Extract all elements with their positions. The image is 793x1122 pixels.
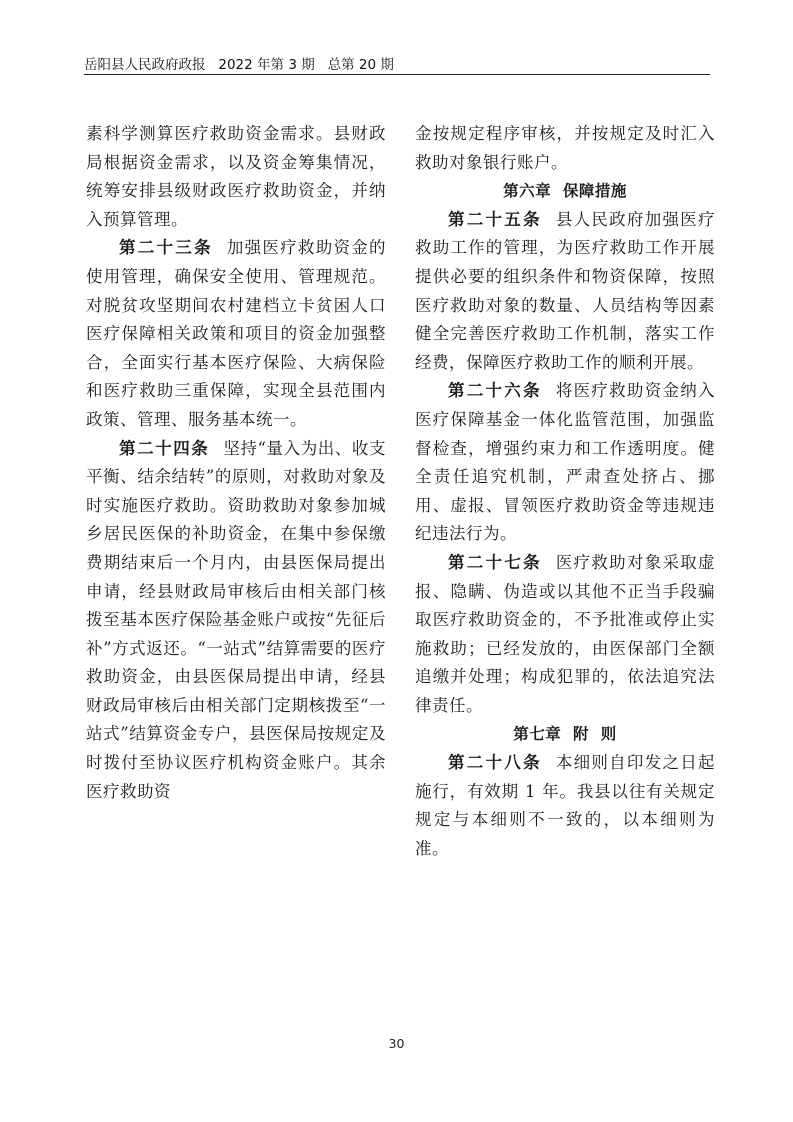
page-number: 30 [388,1036,405,1051]
article-label: 第二十五条 [448,209,542,229]
article-27 [415,549,715,721]
left-column [86,120,386,806]
continued-paragraph [86,120,386,234]
article-text: 坚持“量入为出、收支平衡、结余结转”的原则，对救助对象及时实施医疗救助。资助救助对象参加城乡居民医保的补助资金，在集中参保缴费期结束后一个月内，由县医保局提出申请，经县财政局审核后由相关部门核拨至基本医疗保险基金账户或按“先征后补”方式返还。“一站式”结算需要的医疗救助资金，由县医保局提出申请，经县财政局审核后由相关部门定期核拨至“一站式”结算资金专户，县医保局按规定及时拨付至协议医疗机构资金账户。其余医疗救助资 [86,438,387,801]
article-text: 加强医疗救助资金的使用管理，确保安全使用、管理规范。对脱贫攻坚期间农村建档立卡贫困人口医疗保障相关政策和项目的资金加强整合，全面实行基本医疗保险、大病保险和医疗救助三重保障，实现全县范围内政策、管理、服务基本统一。 [86,238,387,429]
article-24 [86,435,386,807]
article-text: 将医疗救助资金纳入医疗保障基金一体化监管范围，加强监督检查，增强约束力和工作透明度。健全责任追究机制，严肃查处挤占、挪用、虚报、冒领医疗救助资金等违规违纪违法行为。 [415,381,716,544]
article-text: 县人民政府加强医疗救助工作的管理，为医疗救助工作开展提供必要的组织条件和物资保障，按照医疗救助对象的数量、人员结构等因素健全完善医疗救助工作机制，落实工作经费，保障医疗救助工作的顺利开展。 [415,209,716,372]
issue-number: 2022 年第 3 期 [218,57,315,73]
continued-paragraph [415,120,715,177]
chapter-heading-6: 第六章 保障措施 [503,182,627,201]
article-label: 第二十七条 [448,552,542,572]
article-26 [415,377,715,549]
right-column [415,120,715,863]
paragraph-text: 金按规定程序审核，并按规定及时汇入救助对象银行账户。 [415,124,715,172]
article-label: 第二十六条 [448,381,542,401]
article-28 [415,749,715,863]
page-header [84,56,710,75]
paragraph-text: 素科学测算医疗救助资金需求。县财政局根据资金需求，以及资金筹集情况，统筹安排县级财政医疗救助资金，并纳入预算管理。 [86,124,386,229]
article-label: 第二十三条 [119,238,213,258]
article-23 [86,234,386,434]
total-issue-number: 总第 20 期 [327,57,394,73]
article-label: 第二十四条 [119,438,210,458]
publication-name: 岳阳县人民政府政报 [84,57,206,73]
article-label: 第二十八条 [448,753,542,773]
article-text: 医疗救助对象采取虚报、隐瞒、伪造或以其他不正当手段骗取医疗救助资金的，不予批准或停止实施救助；已经发放的，由医保部门全额追缴并处理；构成犯罪的，依法追究法律责任。 [415,552,716,715]
article-text: 本细则自印发之日起施行，有效期 1 年。我县以往有关规定规定与本细则不一致的，以本细则为准。 [415,753,716,858]
chapter-heading-7: 第七章 附 则 [513,725,617,744]
article-25 [415,206,715,378]
